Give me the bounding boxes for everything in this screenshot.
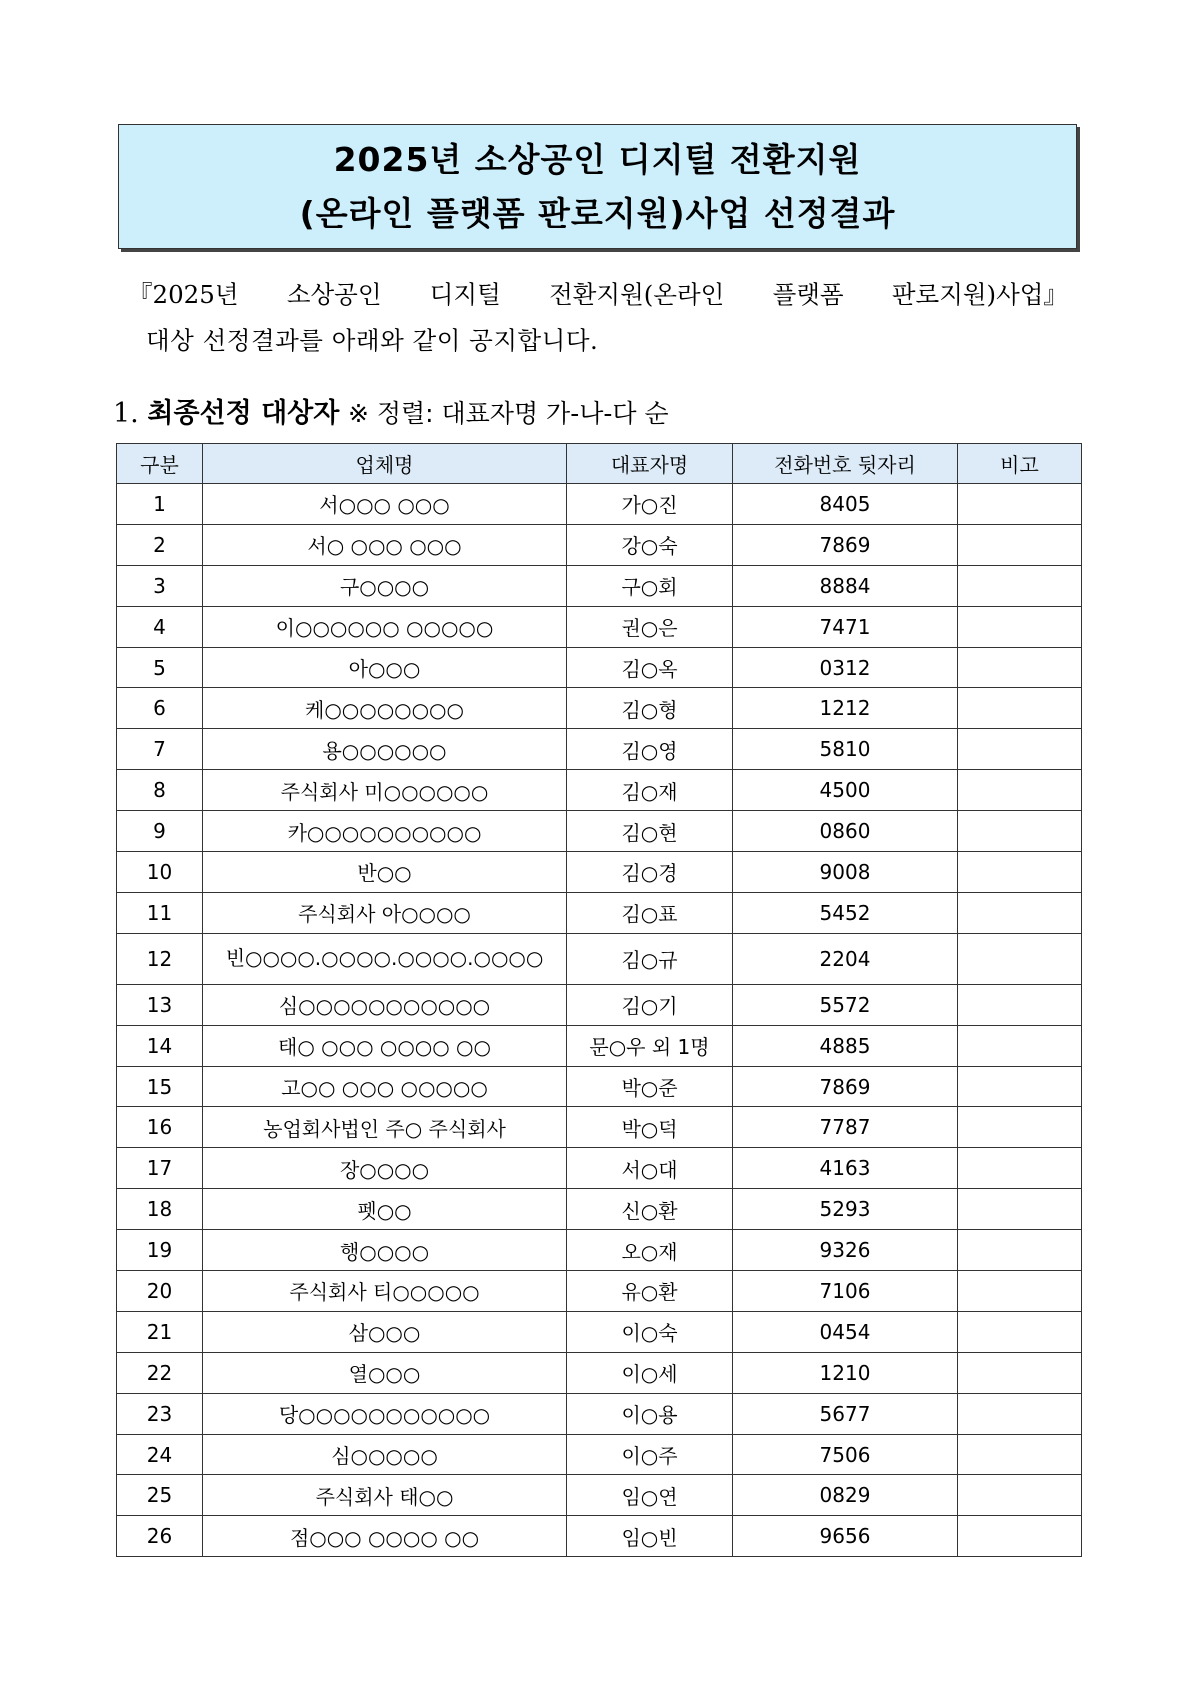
representative-name: 임○연 bbox=[567, 1475, 733, 1516]
representative-name: 이○용 bbox=[567, 1393, 733, 1434]
company-name: 심○○○○○ bbox=[203, 1434, 567, 1475]
table-row bbox=[117, 1148, 1082, 1189]
table-header-row bbox=[117, 444, 1082, 484]
representative-name: 문○우 외 1명 bbox=[567, 1025, 733, 1066]
row-number: 25 bbox=[117, 1475, 203, 1516]
remarks bbox=[958, 1271, 1082, 1312]
phone-last-digits: 9326 bbox=[733, 1230, 958, 1271]
phone-last-digits: 4500 bbox=[733, 770, 958, 811]
representative-name: 김○형 bbox=[567, 688, 733, 729]
company-name: 카○○○○○○○○○○ bbox=[203, 811, 567, 852]
table-row bbox=[117, 1516, 1082, 1557]
company-name: 서○ ○○○ ○○○ bbox=[203, 524, 567, 565]
table-row bbox=[117, 1434, 1082, 1475]
row-number: 8 bbox=[117, 770, 203, 811]
row-number: 16 bbox=[117, 1107, 203, 1148]
row-number: 14 bbox=[117, 1025, 203, 1066]
phone-last-digits: 5293 bbox=[733, 1189, 958, 1230]
intro-word: 플랫폼 bbox=[772, 280, 844, 309]
column-header-phone: 전화번호 뒷자리 bbox=[733, 444, 958, 484]
phone-last-digits: 7106 bbox=[733, 1271, 958, 1312]
phone-last-digits: 8405 bbox=[733, 484, 958, 525]
phone-last-digits: 2204 bbox=[733, 933, 958, 984]
phone-last-digits: 7506 bbox=[733, 1434, 958, 1475]
representative-name: 박○덕 bbox=[567, 1107, 733, 1148]
representative-name: 박○준 bbox=[567, 1066, 733, 1107]
remarks bbox=[958, 1230, 1082, 1271]
intro-word: 소상공인 bbox=[286, 280, 382, 309]
representative-name: 서○대 bbox=[567, 1148, 733, 1189]
selection-result-table bbox=[116, 443, 1082, 1557]
table-row bbox=[117, 852, 1082, 893]
intro-paragraph bbox=[128, 276, 1068, 357]
representative-name: 이○숙 bbox=[567, 1311, 733, 1352]
remarks bbox=[958, 984, 1082, 1025]
representative-name: 김○현 bbox=[567, 811, 733, 852]
remarks bbox=[958, 1352, 1082, 1393]
row-number: 6 bbox=[117, 688, 203, 729]
row-number: 9 bbox=[117, 811, 203, 852]
phone-last-digits: 0454 bbox=[733, 1311, 958, 1352]
table-row bbox=[117, 565, 1082, 606]
row-number: 2 bbox=[117, 524, 203, 565]
remarks bbox=[958, 1434, 1082, 1475]
table-row bbox=[117, 933, 1082, 984]
company-name: 주식회사 미○○○○○○ bbox=[203, 770, 567, 811]
company-name: 아○○○ bbox=[203, 647, 567, 688]
representative-name: 신○환 bbox=[567, 1189, 733, 1230]
remarks bbox=[958, 1148, 1082, 1189]
row-number: 15 bbox=[117, 1066, 203, 1107]
phone-last-digits: 9008 bbox=[733, 852, 958, 893]
company-name: 서○○○ ○○○ bbox=[203, 484, 567, 525]
company-name: 심○○○○○○○○○○○ bbox=[203, 984, 567, 1025]
table-row bbox=[117, 1352, 1082, 1393]
company-name: 열○○○ bbox=[203, 1352, 567, 1393]
remarks bbox=[958, 484, 1082, 525]
document-title-box bbox=[118, 124, 1077, 249]
column-header-representative: 대표자명 bbox=[567, 444, 733, 484]
remarks bbox=[958, 688, 1082, 729]
intro-line-2: 대상 선정결과를 아래와 같이 공지합니다. bbox=[146, 326, 599, 355]
intro-word: 판로지원)사업』 bbox=[891, 280, 1068, 309]
table-row bbox=[117, 1066, 1082, 1107]
row-number: 20 bbox=[117, 1271, 203, 1312]
table-row bbox=[117, 484, 1082, 525]
company-name: 주식회사 태○○ bbox=[203, 1475, 567, 1516]
remarks bbox=[958, 1311, 1082, 1352]
remarks bbox=[958, 933, 1082, 984]
row-number: 5 bbox=[117, 647, 203, 688]
phone-last-digits: 0312 bbox=[733, 647, 958, 688]
company-name: 이○○○○○○ ○○○○○ bbox=[203, 606, 567, 647]
row-number: 22 bbox=[117, 1352, 203, 1393]
table-row bbox=[117, 647, 1082, 688]
table-row bbox=[117, 1311, 1082, 1352]
phone-last-digits: 7787 bbox=[733, 1107, 958, 1148]
remarks bbox=[958, 852, 1082, 893]
row-number: 21 bbox=[117, 1311, 203, 1352]
representative-name: 김○영 bbox=[567, 729, 733, 770]
phone-last-digits: 1212 bbox=[733, 688, 958, 729]
row-number: 17 bbox=[117, 1148, 203, 1189]
company-name: 반○○ bbox=[203, 852, 567, 893]
company-name: 점○○○ ○○○○ ○○ bbox=[203, 1516, 567, 1557]
representative-name: 권○은 bbox=[567, 606, 733, 647]
phone-last-digits: 5572 bbox=[733, 984, 958, 1025]
representative-name: 구○회 bbox=[567, 565, 733, 606]
representative-name: 오○재 bbox=[567, 1230, 733, 1271]
phone-last-digits: 8884 bbox=[733, 565, 958, 606]
remarks bbox=[958, 892, 1082, 933]
remarks bbox=[958, 729, 1082, 770]
table-row bbox=[117, 1271, 1082, 1312]
company-name: 용○○○○○○ bbox=[203, 729, 567, 770]
representative-name: 유○환 bbox=[567, 1271, 733, 1312]
company-name: 당○○○○○○○○○○○ bbox=[203, 1393, 567, 1434]
phone-last-digits: 7869 bbox=[733, 1066, 958, 1107]
representative-name: 김○규 bbox=[567, 933, 733, 984]
table-row bbox=[117, 892, 1082, 933]
remarks bbox=[958, 1189, 1082, 1230]
company-name: 빈○○○○.○○○○.○○○○.○○○○ bbox=[203, 933, 567, 984]
phone-last-digits: 5452 bbox=[733, 892, 958, 933]
remarks bbox=[958, 770, 1082, 811]
remarks bbox=[958, 1066, 1082, 1107]
section-number: 1. bbox=[113, 398, 139, 429]
row-number: 3 bbox=[117, 565, 203, 606]
document-title-line-1: 2025년 소상공인 디지털 전환지원 bbox=[333, 139, 862, 179]
phone-last-digits: 0860 bbox=[733, 811, 958, 852]
phone-last-digits: 5810 bbox=[733, 729, 958, 770]
company-name: 고○○ ○○○ ○○○○○ bbox=[203, 1066, 567, 1107]
row-number: 7 bbox=[117, 729, 203, 770]
representative-name: 임○빈 bbox=[567, 1516, 733, 1557]
table-row bbox=[117, 606, 1082, 647]
company-name: 케○○○○○○○○ bbox=[203, 688, 567, 729]
phone-last-digits: 5677 bbox=[733, 1393, 958, 1434]
section-title: 최종선정 대상자 bbox=[147, 398, 340, 429]
table-row bbox=[117, 984, 1082, 1025]
company-name: 농업회사법인 주○ 주식회사 bbox=[203, 1107, 567, 1148]
intro-word: 디지털 bbox=[429, 280, 501, 309]
table-row bbox=[117, 1393, 1082, 1434]
company-name: 행○○○○ bbox=[203, 1230, 567, 1271]
company-name: 주식회사 티○○○○○ bbox=[203, 1271, 567, 1312]
row-number: 19 bbox=[117, 1230, 203, 1271]
company-name: 펫○○ bbox=[203, 1189, 567, 1230]
intro-word: 『2025년 bbox=[128, 280, 239, 309]
company-name: 삼○○○ bbox=[203, 1311, 567, 1352]
row-number: 13 bbox=[117, 984, 203, 1025]
phone-last-digits: 7869 bbox=[733, 524, 958, 565]
sort-note: ※ 정렬: 대표자명 가-나-다 순 bbox=[347, 399, 669, 428]
representative-name: 이○세 bbox=[567, 1352, 733, 1393]
table-row bbox=[117, 811, 1082, 852]
remarks bbox=[958, 606, 1082, 647]
row-number: 11 bbox=[117, 892, 203, 933]
remarks bbox=[958, 1107, 1082, 1148]
remarks bbox=[958, 1025, 1082, 1066]
phone-last-digits: 9656 bbox=[733, 1516, 958, 1557]
row-number: 24 bbox=[117, 1434, 203, 1475]
column-header-note: 비고 bbox=[958, 444, 1082, 484]
document-title-line-2: (온라인 플랫폼 판로지원)사업 선정결과 bbox=[299, 193, 896, 233]
table-row bbox=[117, 729, 1082, 770]
remarks bbox=[958, 524, 1082, 565]
row-number: 26 bbox=[117, 1516, 203, 1557]
remarks bbox=[958, 1516, 1082, 1557]
phone-last-digits: 7471 bbox=[733, 606, 958, 647]
row-number: 12 bbox=[117, 933, 203, 984]
table-row bbox=[117, 1189, 1082, 1230]
representative-name: 가○진 bbox=[567, 484, 733, 525]
section-heading bbox=[113, 391, 669, 430]
remarks bbox=[958, 1393, 1082, 1434]
company-name: 태○ ○○○ ○○○○ ○○ bbox=[203, 1025, 567, 1066]
table-row bbox=[117, 1025, 1082, 1066]
table-row bbox=[117, 1107, 1082, 1148]
company-name: 주식회사 아○○○○ bbox=[203, 892, 567, 933]
remarks bbox=[958, 647, 1082, 688]
row-number: 4 bbox=[117, 606, 203, 647]
representative-name: 김○옥 bbox=[567, 647, 733, 688]
column-header-number: 구분 bbox=[117, 444, 203, 484]
row-number: 1 bbox=[117, 484, 203, 525]
table-row bbox=[117, 770, 1082, 811]
representative-name: 김○표 bbox=[567, 892, 733, 933]
remarks bbox=[958, 811, 1082, 852]
row-number: 18 bbox=[117, 1189, 203, 1230]
representative-name: 이○주 bbox=[567, 1434, 733, 1475]
representative-name: 김○기 bbox=[567, 984, 733, 1025]
intro-word: 전환지원(온라인 bbox=[549, 280, 725, 309]
representative-name: 김○경 bbox=[567, 852, 733, 893]
remarks bbox=[958, 1475, 1082, 1516]
table-row bbox=[117, 688, 1082, 729]
company-name: 구○○○○ bbox=[203, 565, 567, 606]
intro-line-1 bbox=[128, 276, 1068, 312]
table-row bbox=[117, 1475, 1082, 1516]
column-header-company: 업체명 bbox=[203, 444, 567, 484]
row-number: 23 bbox=[117, 1393, 203, 1434]
phone-last-digits: 0829 bbox=[733, 1475, 958, 1516]
phone-last-digits: 4885 bbox=[733, 1025, 958, 1066]
representative-name: 강○숙 bbox=[567, 524, 733, 565]
table-row bbox=[117, 524, 1082, 565]
table-row bbox=[117, 1230, 1082, 1271]
phone-last-digits: 4163 bbox=[733, 1148, 958, 1189]
representative-name: 김○재 bbox=[567, 770, 733, 811]
row-number: 10 bbox=[117, 852, 203, 893]
phone-last-digits: 1210 bbox=[733, 1352, 958, 1393]
remarks bbox=[958, 565, 1082, 606]
company-name: 장○○○○ bbox=[203, 1148, 567, 1189]
